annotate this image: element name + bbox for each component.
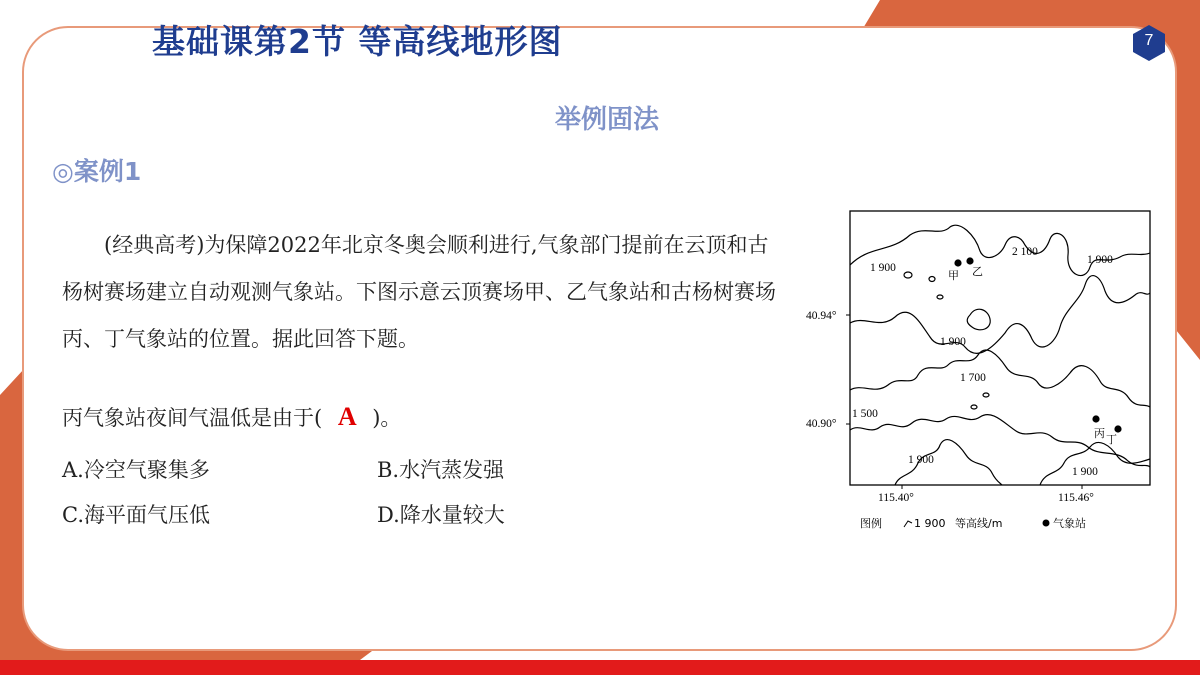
contour-label: 1 500 bbox=[852, 408, 878, 420]
map-legend bbox=[860, 516, 1086, 530]
option-d[interactable]: D.降水量较大 bbox=[377, 503, 505, 527]
option-b[interactable]: B.水汽蒸发强 bbox=[377, 458, 505, 482]
lat-label: 40.94° bbox=[806, 310, 837, 322]
contour-map bbox=[800, 205, 1160, 535]
page-title: 基础课第2节 等高线地形图 bbox=[152, 22, 563, 61]
station-label: 甲 bbox=[948, 269, 959, 282]
contour-label: 1 900 bbox=[870, 262, 896, 274]
passage-text: (经典高考)为保障2022年北京冬奥会顺利进行,气象部门提前在云顶和古杨树赛场建立自动观测气象站。下图示意云顶赛场甲、乙气象站和古杨树赛场丙、丁气象站的位置。据此回答下题。 bbox=[62, 233, 776, 351]
station-label: 乙 bbox=[972, 265, 983, 278]
contour-label: 1 900 bbox=[1072, 466, 1098, 478]
legend-contour-value: 1 900 bbox=[914, 517, 946, 530]
bottom-bar bbox=[0, 660, 1200, 675]
station-label: 丙 bbox=[1094, 427, 1105, 440]
station-jia-marker bbox=[954, 259, 961, 266]
contour-label: 1 900 bbox=[940, 336, 966, 348]
legend-station-desc: 气象站 bbox=[1053, 517, 1086, 530]
contour-label: 1 900 bbox=[1087, 254, 1113, 266]
question-stem-after: )。 bbox=[372, 406, 402, 430]
contour-label: 1 900 bbox=[908, 454, 934, 466]
option-c[interactable]: C.海平面气压低 bbox=[62, 503, 210, 527]
section-subtitle: 举例固法 bbox=[555, 105, 660, 135]
lon-label: 115.40° bbox=[878, 492, 914, 504]
station-label: 丁 bbox=[1106, 433, 1117, 446]
lon-label: 115.46° bbox=[1058, 492, 1094, 504]
station-legend-icon bbox=[1043, 520, 1050, 527]
passage bbox=[62, 222, 782, 363]
page-number-badge bbox=[1131, 24, 1167, 62]
question-stem bbox=[62, 402, 401, 432]
option-a[interactable]: A.冷空气聚集多 bbox=[62, 458, 210, 482]
contour-label: 1 700 bbox=[960, 372, 986, 384]
page-number: 7 bbox=[1144, 32, 1154, 49]
legend-prefix: 图例 bbox=[860, 517, 882, 530]
lat-label: 40.90° bbox=[806, 418, 837, 430]
contour-label: 2 100 bbox=[1012, 246, 1038, 258]
station-bing-marker bbox=[1092, 415, 1099, 422]
answer-mark: A bbox=[337, 402, 357, 431]
station-ding-marker bbox=[1114, 425, 1121, 432]
station-yi-marker bbox=[966, 257, 973, 264]
legend-contour-desc: 等高线/m bbox=[955, 517, 1003, 530]
question-stem-before: 丙气象站夜间气温低是由于( bbox=[62, 406, 323, 430]
case-label: ◎案例1 bbox=[52, 157, 142, 186]
contour-legend-icon bbox=[904, 521, 912, 527]
